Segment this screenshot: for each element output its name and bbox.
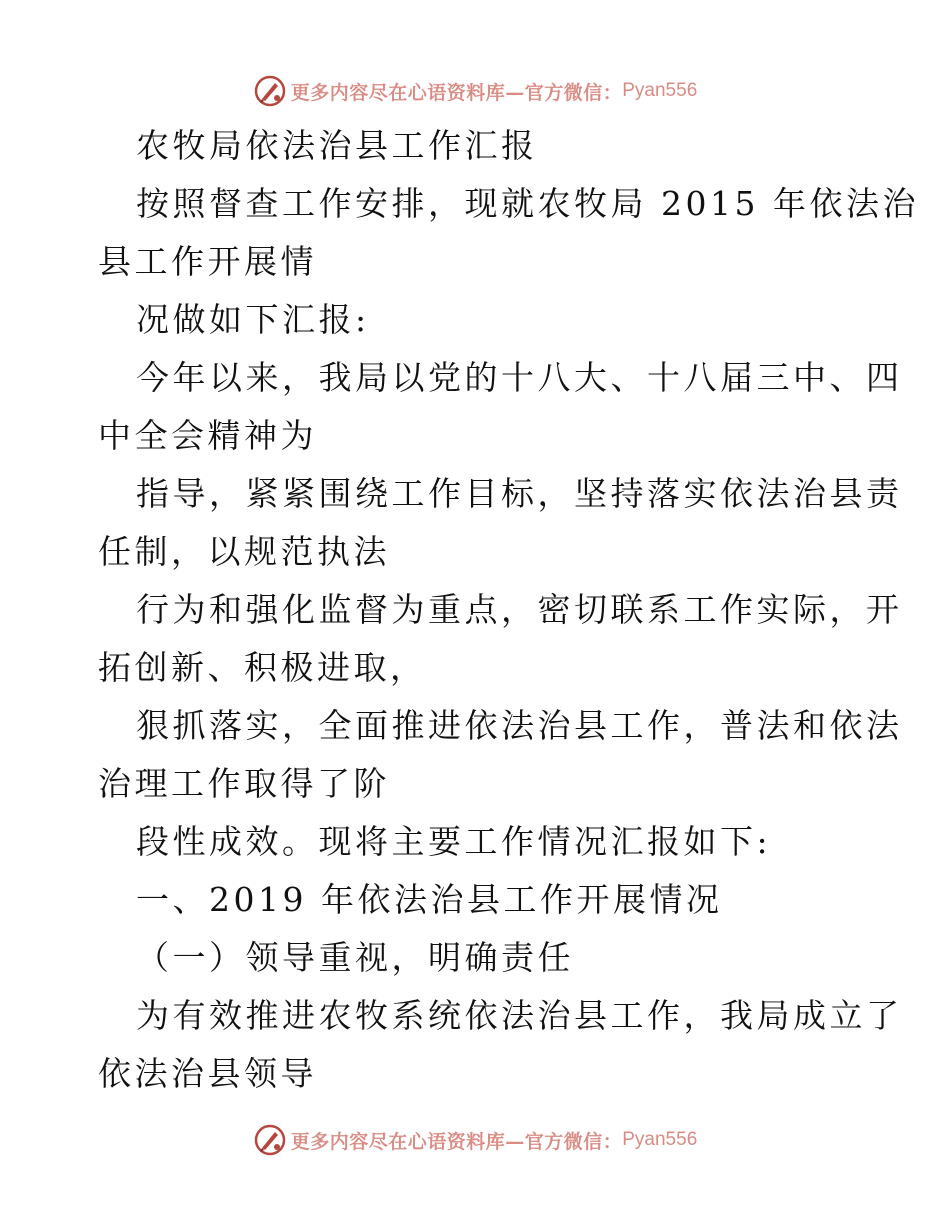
body-line: 为有效推进农牧系统依法治县工作，我局成立了 — [136, 996, 903, 1035]
body-line: 按照督查工作安排，现就农牧局 2015 年依法治 — [136, 184, 919, 223]
watermark-text: 更多内容尽在心语资料库—官方微信： — [290, 81, 623, 104]
body-line: 治理工作取得了阶 — [98, 764, 390, 803]
body-line: （一）领导重视，明确责任 — [136, 938, 574, 977]
body-line: 中全会精神为 — [98, 416, 317, 455]
watermark-contact: Pyan556 — [622, 80, 698, 101]
body-line: 县工作开展情 — [98, 242, 317, 281]
body-line: 一、2019 年依法治县工作开展情况 — [136, 880, 723, 919]
quill-logo-icon — [253, 74, 287, 108]
document-title: 农牧局依法治县工作汇报 — [136, 126, 538, 165]
body-line: 今年以来，我局以党的十八大、十八届三中、四 — [136, 358, 903, 397]
watermark-text: 更多内容尽在心语资料库—官方微信： — [290, 1130, 623, 1153]
body-line: 任制，以规范执法 — [98, 532, 390, 571]
footer-watermark-banner — [0, 1122, 950, 1158]
body-line: 指导，紧紧围绕工作目标，坚持落实依法治县责 — [136, 474, 903, 513]
body-line: 行为和强化监督为重点，密切联系工作实际，开 — [136, 590, 903, 629]
watermark-contact: Pyan556 — [622, 1129, 698, 1150]
quill-logo-icon — [253, 1123, 287, 1157]
header-watermark-banner — [0, 73, 950, 109]
body-line: 拓创新、积极进取， — [98, 648, 427, 687]
body-line: 依法治县领导 — [98, 1054, 317, 1093]
body-line: 段性成效。现将主要工作情况汇报如下: — [136, 822, 772, 861]
body-line: 狠抓落实，全面推进依法治县工作，普法和依法 — [136, 706, 903, 745]
document-body — [98, 117, 919, 1103]
body-line: 况做如下汇报: — [136, 300, 370, 339]
